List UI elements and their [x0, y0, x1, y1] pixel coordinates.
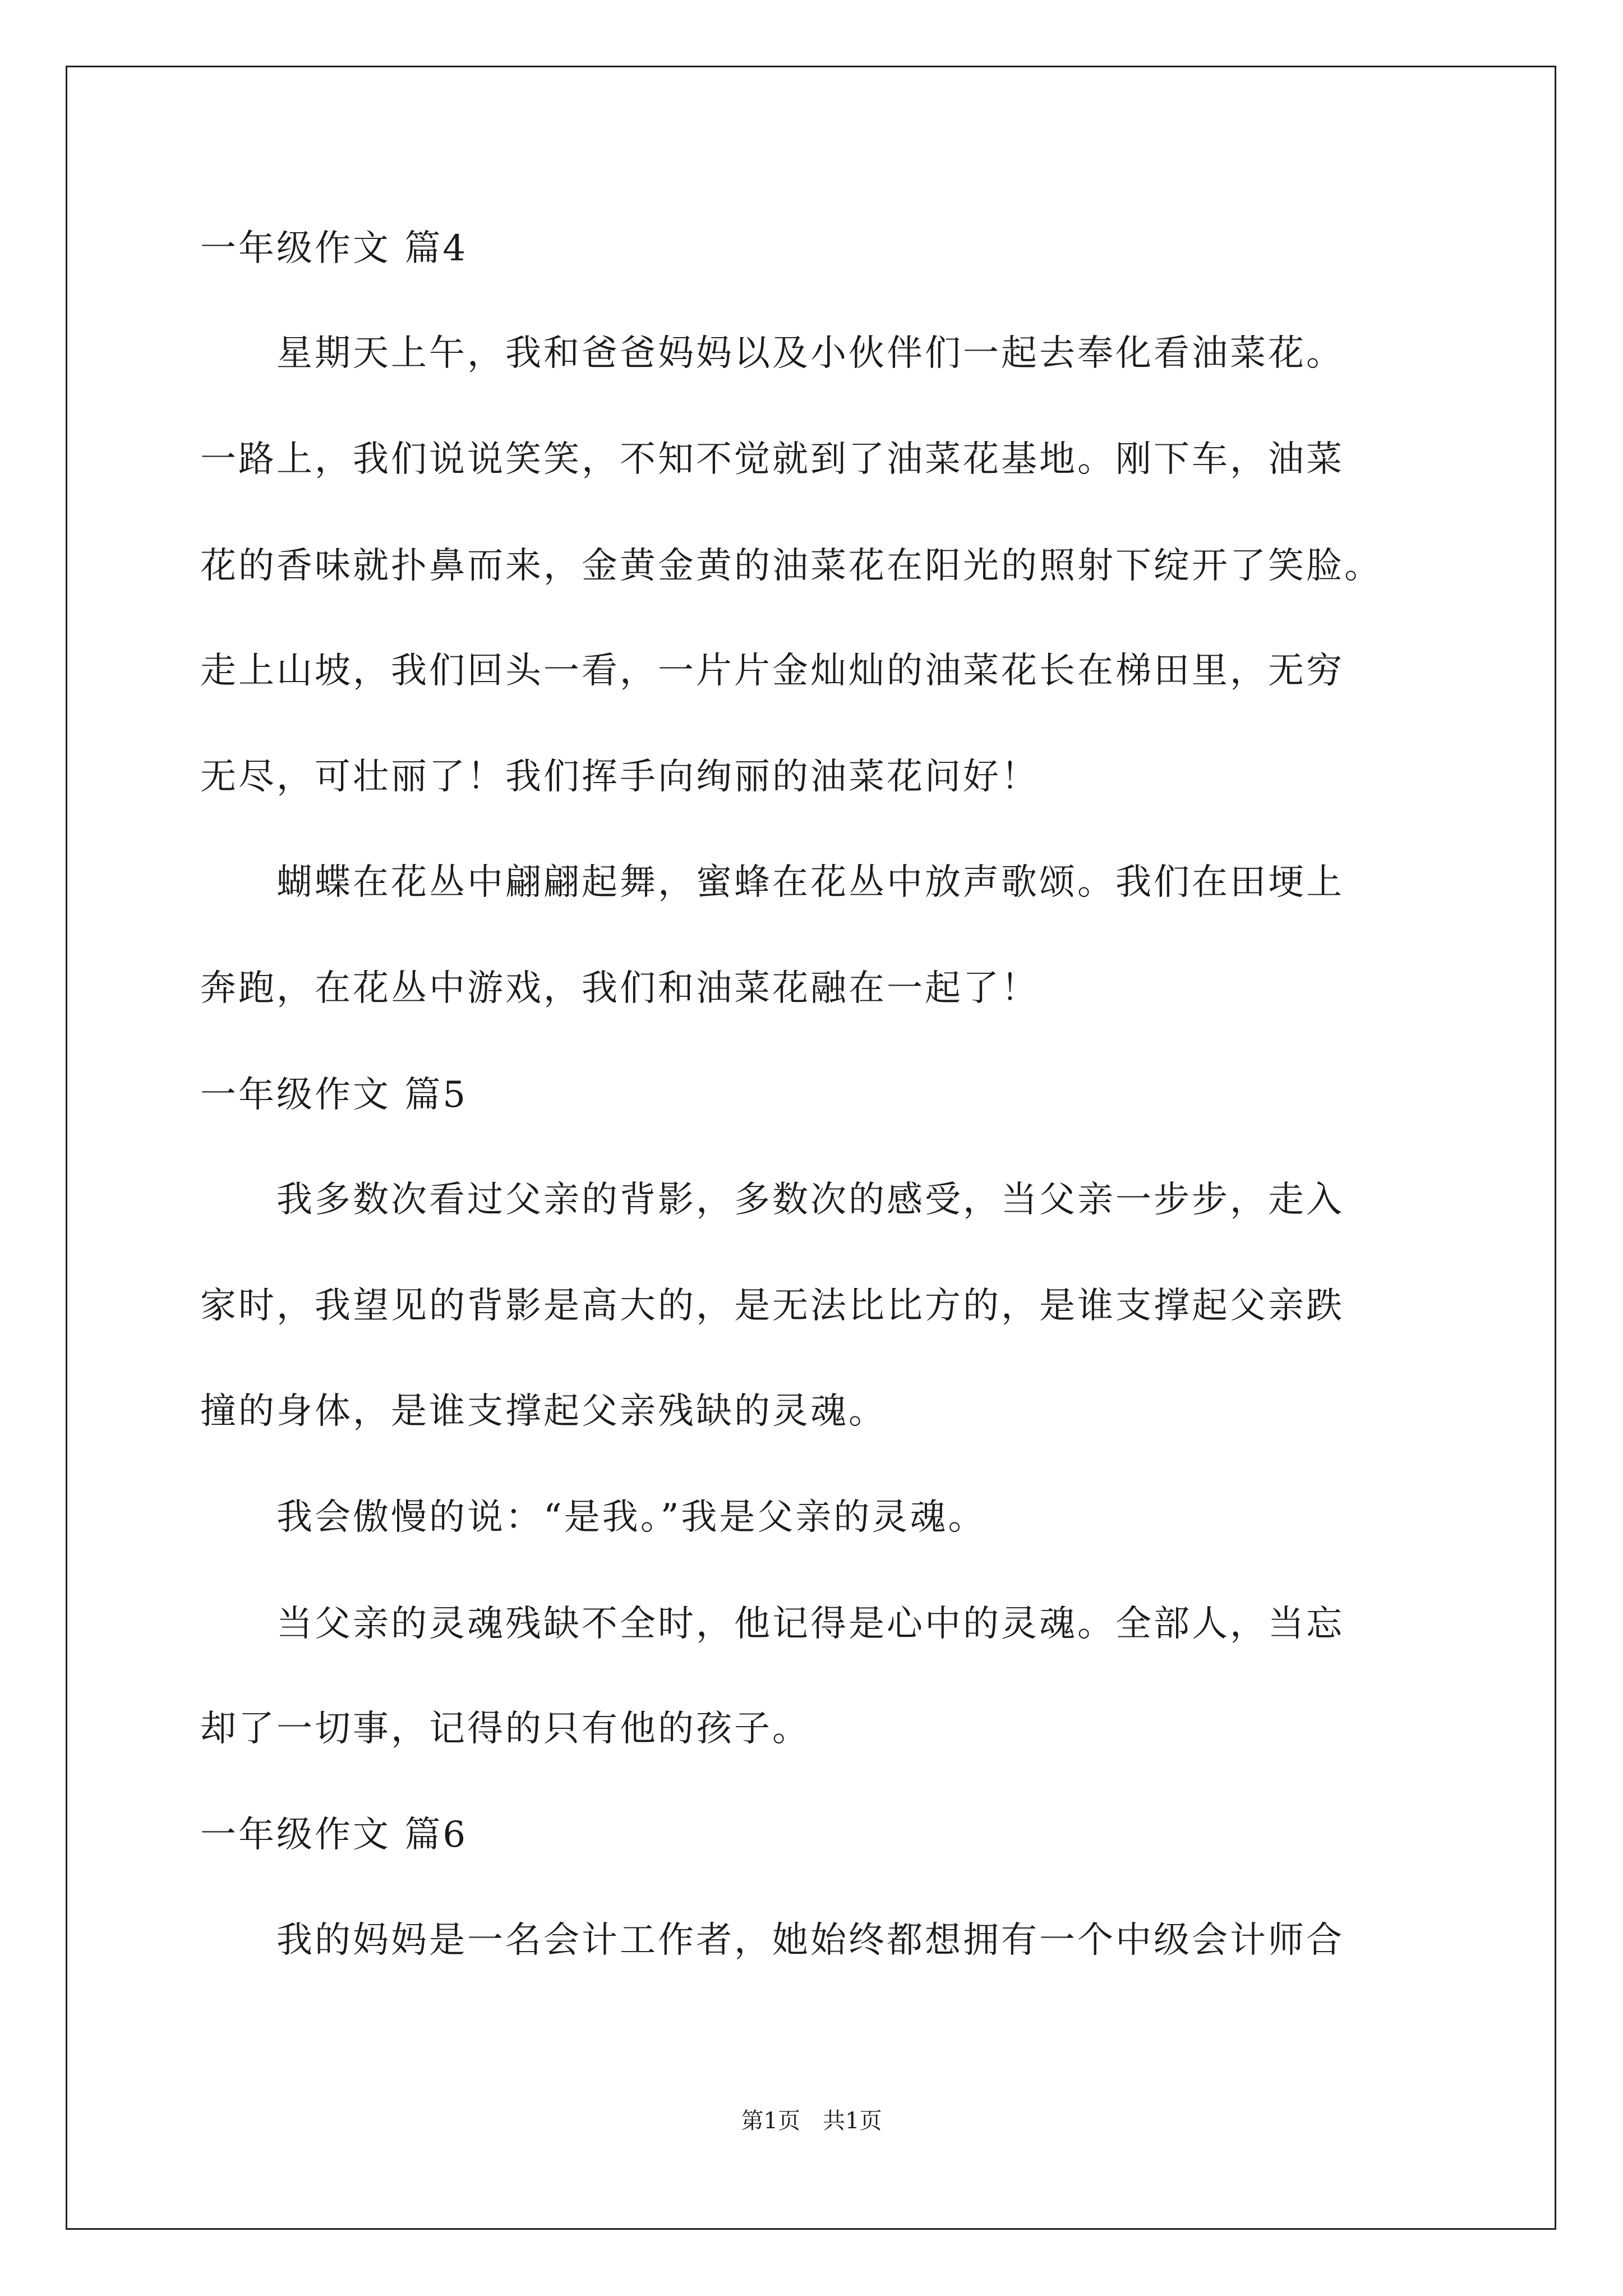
heading-essay-5: 一年级作文 篇5 [200, 1074, 468, 1116]
paragraph-line: 星期天上午，我和爸爸妈妈以及小伙伴们一起去奉化看油菜花。 [200, 333, 1344, 374]
paragraph-line: 撞的身体，是谁支撑起父亲残缺的灵魂。 [200, 1391, 887, 1432]
paragraph-line: 我会傲慢的说：“是我。”我是父亲的灵魂。 [200, 1497, 986, 1538]
page-footer: 第1页 共1页 [741, 2108, 882, 2134]
heading-essay-6: 一年级作文 篇6 [200, 1814, 468, 1856]
paragraph-line: 花的香味就扑鼻而来，金黄金黄的油菜花在阳光的照射下绽开了笑脸。 [200, 545, 1382, 587]
paragraph-line: 一路上，我们说说笑笑，不知不觉就到了油菜花基地。刚下车，油菜 [200, 439, 1344, 480]
paragraph-line: 当父亲的灵魂残缺不全时，他记得是心中的灵魂。全部人，当忘 [200, 1603, 1344, 1645]
paragraph-line: 却了一切事，记得的只有他的孩子。 [200, 1708, 810, 1750]
paragraph-line: 家时，我望见的背影是高大的，是无法比比方的，是谁支撑起父亲跌 [200, 1285, 1344, 1327]
paragraph-line: 奔跑，在花丛中游戏，我们和油菜花融在一起了！ [200, 968, 1039, 1009]
heading-essay-4: 一年级作文 篇4 [200, 228, 468, 269]
paragraph-line: 我多数次看过父亲的背影，多数次的感受，当父亲一步步，走入 [200, 1179, 1344, 1221]
paragraph-line: 我的妈妈是一名会计工作者，她始终都想拥有一个中级会计师合 [200, 1920, 1344, 1961]
paragraph-line: 走上山坡，我们回头一看，一片片金灿灿的油菜花长在梯田里，无穷 [200, 650, 1344, 692]
paragraph-line: 无尽，可壮丽了！我们挥手向绚丽的油菜花问好！ [200, 756, 1039, 798]
paragraph-line: 蝴蝶在花丛中翩翩起舞，蜜蜂在花丛中放声歌颂。我们在田埂上 [200, 862, 1344, 903]
page-border [66, 66, 1556, 2230]
